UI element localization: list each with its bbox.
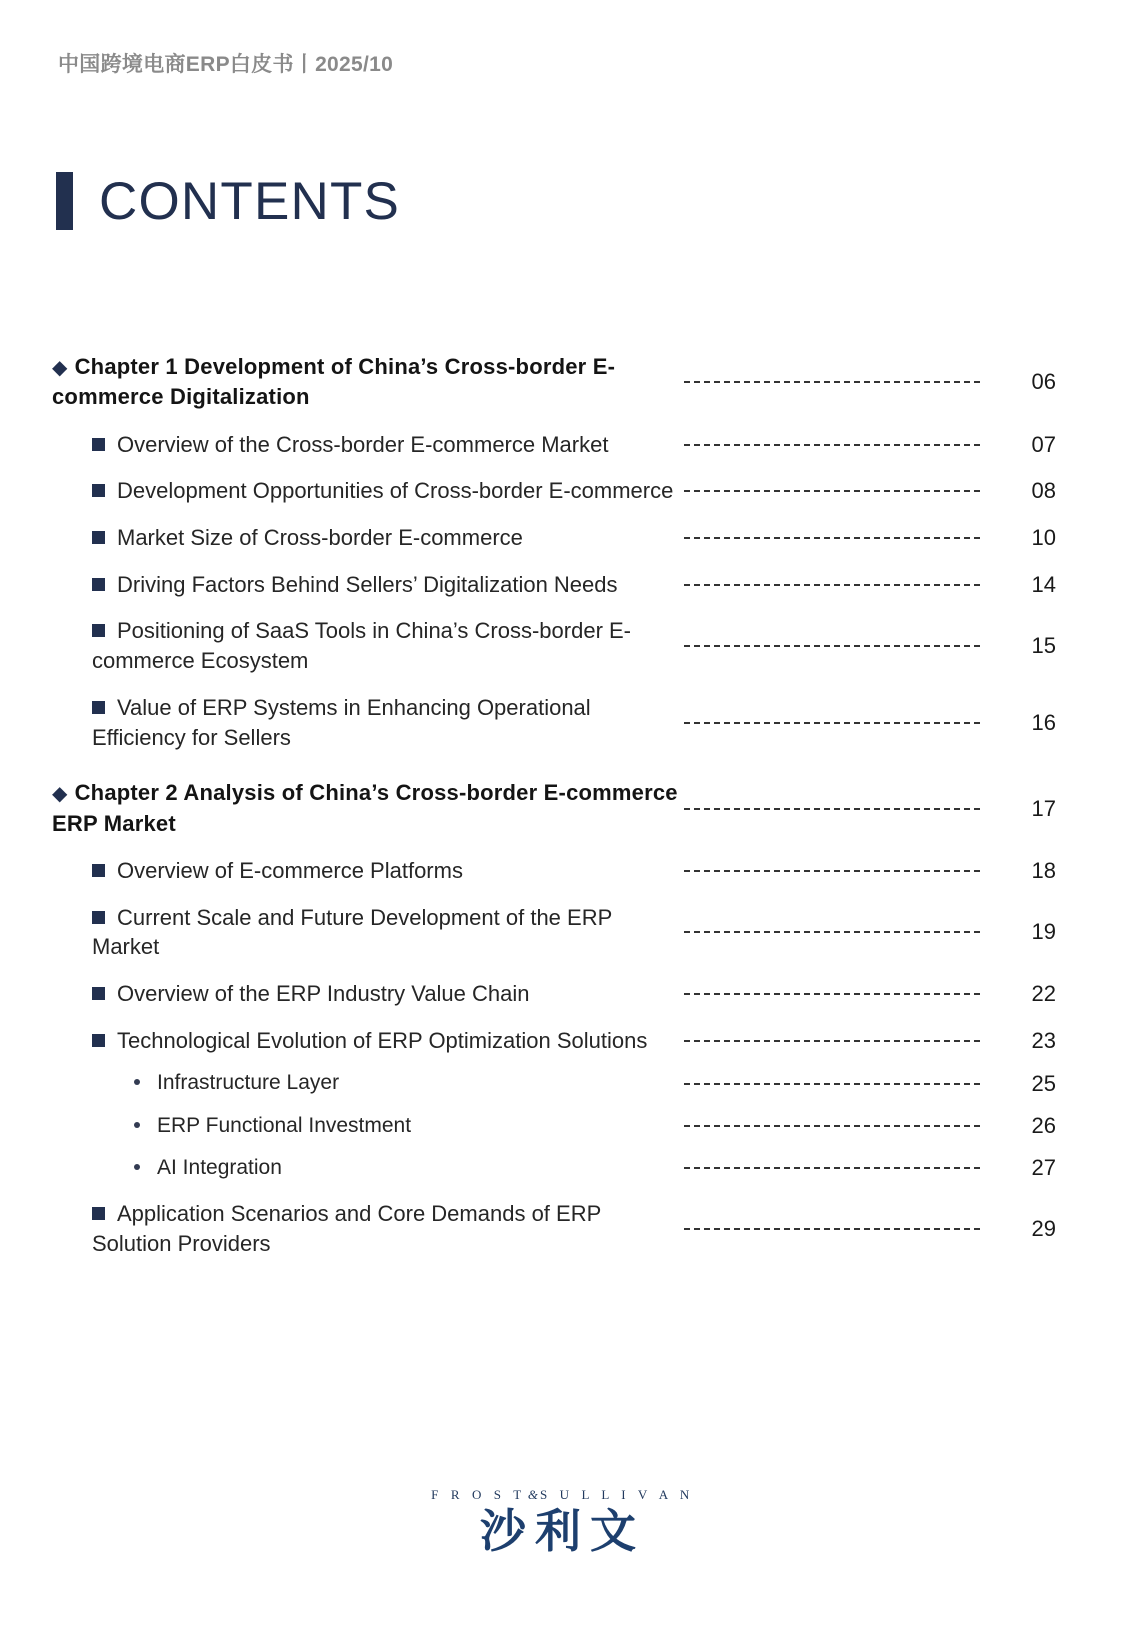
toc-entry-text: Chapter 1 Development of China’s Cross-border E-commerce Digitalization [52,354,616,410]
logo-wordmark-chinese: 沙利文 [480,1504,645,1558]
toc-entry-label [52,1154,682,1182]
toc-entry-sub[interactable] [52,1154,1062,1182]
square-bullet [92,987,105,1000]
toc-entry-label [52,1026,682,1056]
toc-entry-label [52,430,682,460]
toc-leader [682,444,984,446]
toc-page-number: 08 [1031,478,1056,504]
toc-page-number: 16 [1031,709,1056,735]
table-of-contents [52,352,1062,1259]
square-bullet [92,1207,105,1220]
toc-entry-text: AI Integration [157,1156,282,1180]
toc-leader [682,808,984,810]
toc-page-number: 14 [1031,571,1056,597]
toc-entry-section[interactable] [52,570,1062,600]
toc-entry-chapter[interactable] [52,352,1062,413]
toc-entry-label [52,1199,682,1258]
toc-entry-section[interactable] [52,1026,1062,1056]
square-bullet [92,531,105,544]
toc-entry-label [52,352,682,413]
toc-entry-text: Overview of the ERP Industry Value Chain [117,981,530,1006]
page-title-text: CONTENTS [99,171,401,231]
toc-leader [682,1167,984,1169]
logo-wordmark-latin [431,1487,694,1503]
leader-dashes [684,381,980,383]
toc-page-number: 19 [1031,919,1056,945]
footer-logo [0,1487,1125,1558]
page-title [56,172,400,230]
toc-leader [682,1083,984,1085]
toc-page-number: 22 [1031,980,1056,1006]
toc-leader [682,584,984,586]
toc-leader [682,1125,984,1127]
dot-bullet [134,1164,140,1170]
toc-entry-section[interactable] [52,856,1062,886]
toc-entry-label [52,856,682,886]
toc-leader [682,870,984,872]
leader-dashes [684,537,980,539]
leader-dashes [684,1167,980,1169]
toc-entry-text: Chapter 2 Analysis of China’s Cross-border E-commerce ERP Market [52,780,678,836]
leader-dashes [684,1083,980,1085]
leader-dashes [684,722,980,724]
toc-entry-label [52,523,682,553]
toc-entry-label [52,1069,682,1097]
diamond-bullet: ◆ [52,783,68,806]
toc-page-number: 27 [1031,1155,1056,1181]
leader-dashes [684,1040,980,1042]
square-bullet [92,578,105,591]
toc-entry-section[interactable] [52,616,1062,675]
title-accent-bar [56,172,73,230]
toc-entry-text: Development Opportunities of Cross-border E-commerce [117,478,674,504]
toc-page-number: 15 [1031,633,1056,659]
toc-page-number: 07 [1031,431,1056,457]
toc-entry-section[interactable] [52,430,1062,460]
toc-entry-section[interactable] [52,903,1062,962]
square-bullet [92,1034,105,1047]
leader-dashes [684,931,980,933]
toc-entry-text: Current Scale and Future Development of the ERP Market [92,904,612,960]
toc-leader [682,1228,984,1230]
toc-entry-label [52,903,682,962]
toc-entry-section[interactable] [52,979,1062,1009]
toc-entry-sub[interactable] [52,1069,1062,1097]
logo-ampersand: & [527,1487,538,1502]
toc-page-number: 18 [1031,857,1056,883]
toc-leader [682,722,984,724]
logo-frost-text: F R O S T [431,1487,526,1502]
toc-page-number: 26 [1031,1112,1056,1138]
toc-entry-text: Overview of E-commerce Platforms [117,857,463,883]
toc-entry-chapter[interactable] [52,778,1062,839]
toc-page-number: 06 [1031,369,1056,395]
logo-sullivan-text: S U L L I V A N [539,1487,694,1502]
toc-entry-label [52,979,682,1009]
toc-page-number: 17 [1031,795,1056,821]
toc-entry-label [52,570,682,600]
toc-leader [682,993,984,995]
leader-dashes [684,444,980,446]
toc-entry-text: Application Scenarios and Core Demands of ERP Solution Providers [92,1201,601,1257]
leader-dashes [684,490,980,492]
leader-dashes [684,993,980,995]
toc-entry-section[interactable] [52,1199,1062,1258]
toc-entry-text: Technological Evolution of ERP Optimization Solutions [117,1027,648,1053]
toc-entry-text: Market Size of Cross-border E-commerce [117,525,523,551]
toc-entry-text: Overview of the Cross-border E-commerce Market [117,431,609,457]
toc-entry-section[interactable] [52,693,1062,752]
leader-dashes [684,808,980,810]
toc-entry-label [52,616,682,675]
toc-page-number: 29 [1031,1216,1056,1242]
dot-bullet [134,1122,140,1128]
toc-leader [682,1040,984,1042]
toc-leader [682,490,984,492]
toc-page-number: 23 [1031,1027,1056,1053]
toc-entry-text: ERP Functional Investment [157,1113,412,1137]
running-header: 中国跨境电商ERP白皮书丨2025/10 [58,53,394,76]
square-bullet [92,701,105,714]
toc-entry-text: Infrastructure Layer [157,1071,340,1095]
diamond-bullet: ◆ [52,357,68,379]
toc-leader [682,537,984,539]
leader-dashes [684,645,980,647]
toc-entry-section[interactable] [52,476,1062,506]
square-bullet [92,864,105,877]
toc-page-number: 10 [1031,524,1056,550]
leader-dashes [684,870,980,872]
dot-bullet [134,1079,140,1085]
toc-leader [682,931,984,933]
square-bullet [92,438,105,451]
square-bullet [92,624,105,637]
toc-entry-section[interactable] [52,523,1062,553]
toc-page-number: 25 [1031,1070,1056,1096]
toc-entry-label [52,693,682,752]
toc-entry-text: Positioning of SaaS Tools in China’s Cross-border E-commerce Ecosystem [92,618,632,674]
toc-entry-label [52,778,682,839]
square-bullet [92,484,105,497]
leader-dashes [684,1125,980,1127]
toc-leader [682,645,984,647]
leader-dashes [684,584,980,586]
toc-entry-sub[interactable] [52,1112,1062,1140]
leader-dashes [684,1228,980,1230]
toc-entry-text: Value of ERP Systems in Enhancing Operational Efficiency for Sellers [92,694,591,750]
square-bullet [92,911,105,924]
toc-leader [682,381,984,383]
toc-entry-label [52,1112,682,1140]
toc-entry-text: Driving Factors Behind Sellers’ Digitalization Needs [117,571,618,597]
toc-entry-label [52,476,682,506]
